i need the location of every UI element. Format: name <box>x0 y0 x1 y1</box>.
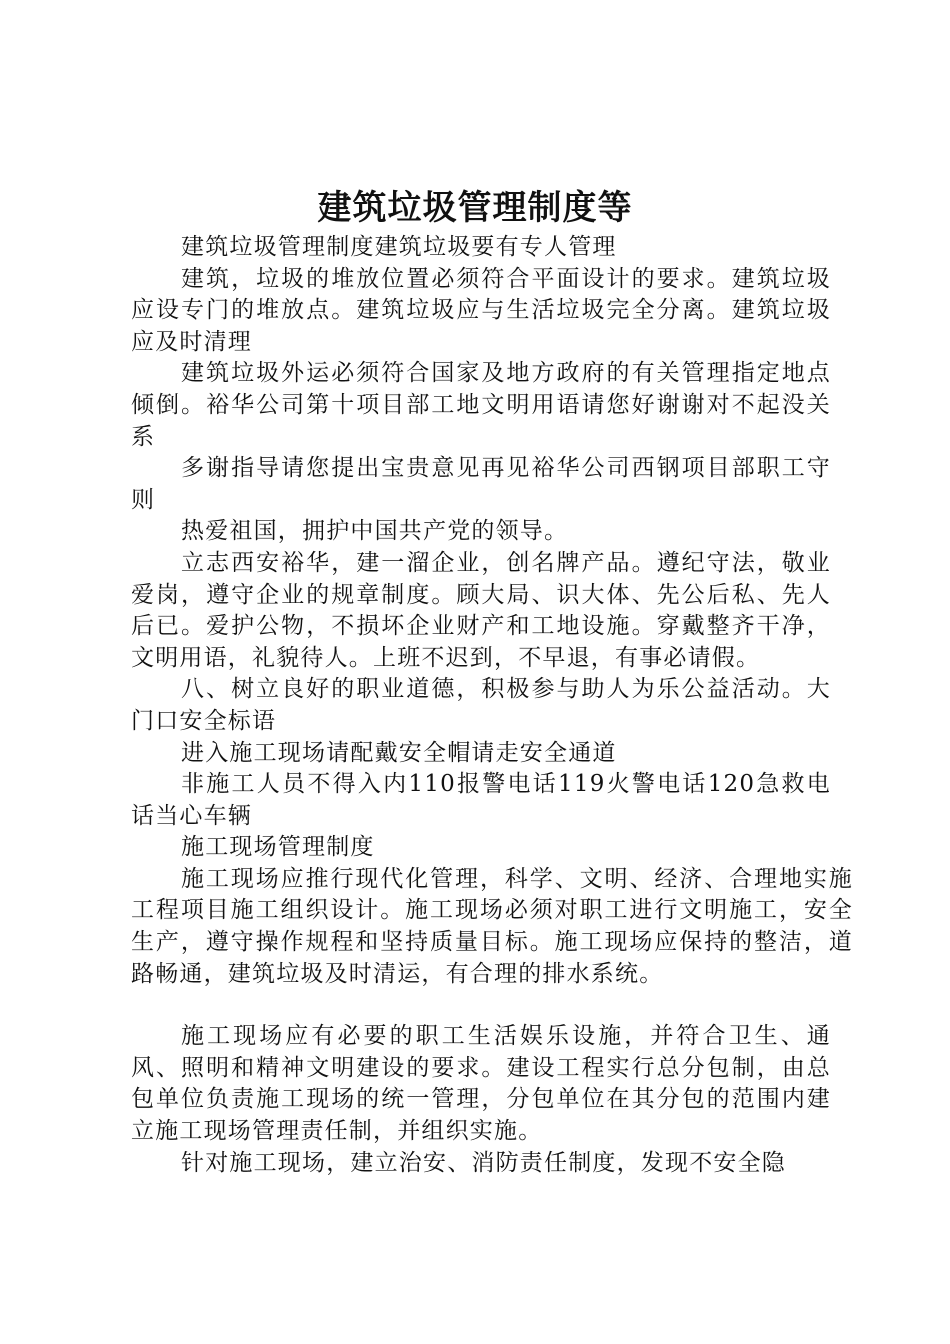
paragraph: 非施工人员不得入内110报警电话119火警电话120急救电话当心车辆 <box>131 771 831 829</box>
paragraph: 热爱祖国，拥护中国共产党的领导。 <box>181 518 569 545</box>
paragraph: 施工现场管理制度 <box>181 834 375 861</box>
paragraph: 多谢指导请您提出宝贵意见再见裕华公司西钢项目部职工守则 <box>131 455 831 513</box>
document-body <box>131 232 853 1179</box>
paragraph: 进入施工现场请配戴安全帽请走安全通道 <box>181 739 617 766</box>
paragraph: 建筑垃圾管理制度建筑垃圾要有专人管理 <box>181 234 617 260</box>
paragraph: 建筑垃圾外运必须符合国家及地方政府的有关管理指定地点倾倒。裕华公司第十项目部工地文明用语请您好谢谢对不起没关系 <box>131 360 831 450</box>
paragraph: 八、树立良好的职业道德，积极参与助人为乐公益活动。大门口安全标语 <box>131 676 831 734</box>
paragraph: 施工现场应有必要的职工生活娱乐设施，并符合卫生、通风、照明和精神文明建设的要求。建设工程实行总分包制，由总包单位负责施工现场的统一管理，分包单位在其分包的范围内建立施工现场管理责任制，并组织实施。 <box>131 1023 831 1145</box>
document-title: 建筑垃圾管理制度等 <box>317 188 633 228</box>
paragraph: 针对施工现场，建立治安、消防责任制度，发现不安全隐 <box>181 1149 786 1176</box>
paragraph: 建筑，垃圾的堆放位置必须符合平面设计的要求。建筑垃圾应设专门的堆放点。建筑垃圾应与生活垃圾完全分离。建筑垃圾应及时清理 <box>131 265 831 355</box>
paragraph: 立志西安裕华，建一溜企业，创名牌产品。遵纪守法，敬业爱岗，遵守企业的规章制度。顾大局、识大体、先公后私、先人后已。爱护公物，不损坏企业财产和工地设施。穿戴整齐干净，文明用语，礼貌待人。上班不迟到，不早退，有事必请假。 <box>131 549 831 671</box>
paragraph: 施工现场应推行现代化管理，科学、文明、经济、合理地实施工程项目施工组织设计。施工现场必须对职工进行文明施工，安全生产，遵守操作规程和坚持质量目标。施工现场应保持的整洁，道路畅通，建筑垃圾及时清运，有合理的排水系统。 <box>131 865 853 987</box>
